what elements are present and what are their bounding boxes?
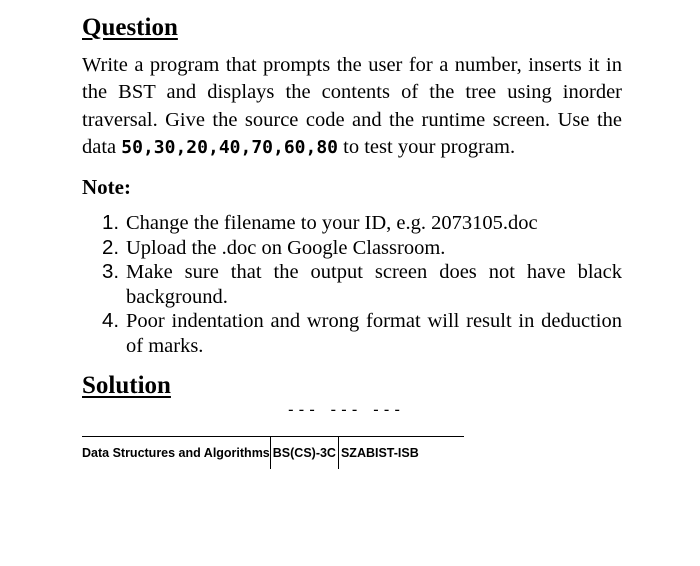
question-text [82, 52, 622, 161]
question-heading: Question [82, 14, 178, 41]
note-list [102, 211, 622, 358]
page-footer [82, 436, 464, 469]
footer-course-name: Data Structures and Algorithms [82, 446, 270, 460]
note-item-text: Upload the .doc on Google Classroom. [126, 236, 446, 259]
note-item [102, 309, 622, 358]
note-item-number: 1. [102, 211, 120, 235]
solution-heading: Solution [82, 372, 171, 400]
footer-class-code: BS(CS)-3C [270, 437, 338, 469]
note-item [102, 260, 622, 309]
note-item-text: Change the filename to your ID, e.g. 2073105.doc [126, 212, 538, 235]
note-item [102, 236, 622, 261]
question-body-prefix: Write a program that prompts the user for a number, inserts it in the BST and displays the contents of the tree using inorder traversal. Give the source code and the runtime screen. Use the data [82, 54, 622, 158]
test-data-values: 50,30,20,40,70,60,80 [121, 136, 339, 158]
question-body-suffix: to test your program. [338, 135, 516, 158]
note-item [102, 211, 622, 236]
document-page [82, 10, 622, 404]
note-item-text: Poor indentation and wrong format will result in deduction of marks. [126, 310, 622, 357]
note-item-number: 3. [102, 260, 120, 284]
note-item-number: 2. [102, 235, 120, 259]
note-item-number: 4. [102, 309, 120, 333]
note-item-text: Make sure that the output screen does not have black background. [126, 261, 622, 308]
footer-institute: SZABIST-ISB [338, 437, 421, 469]
note-label: Note: [82, 175, 131, 200]
separator-dashes: --- --- --- [286, 400, 403, 419]
